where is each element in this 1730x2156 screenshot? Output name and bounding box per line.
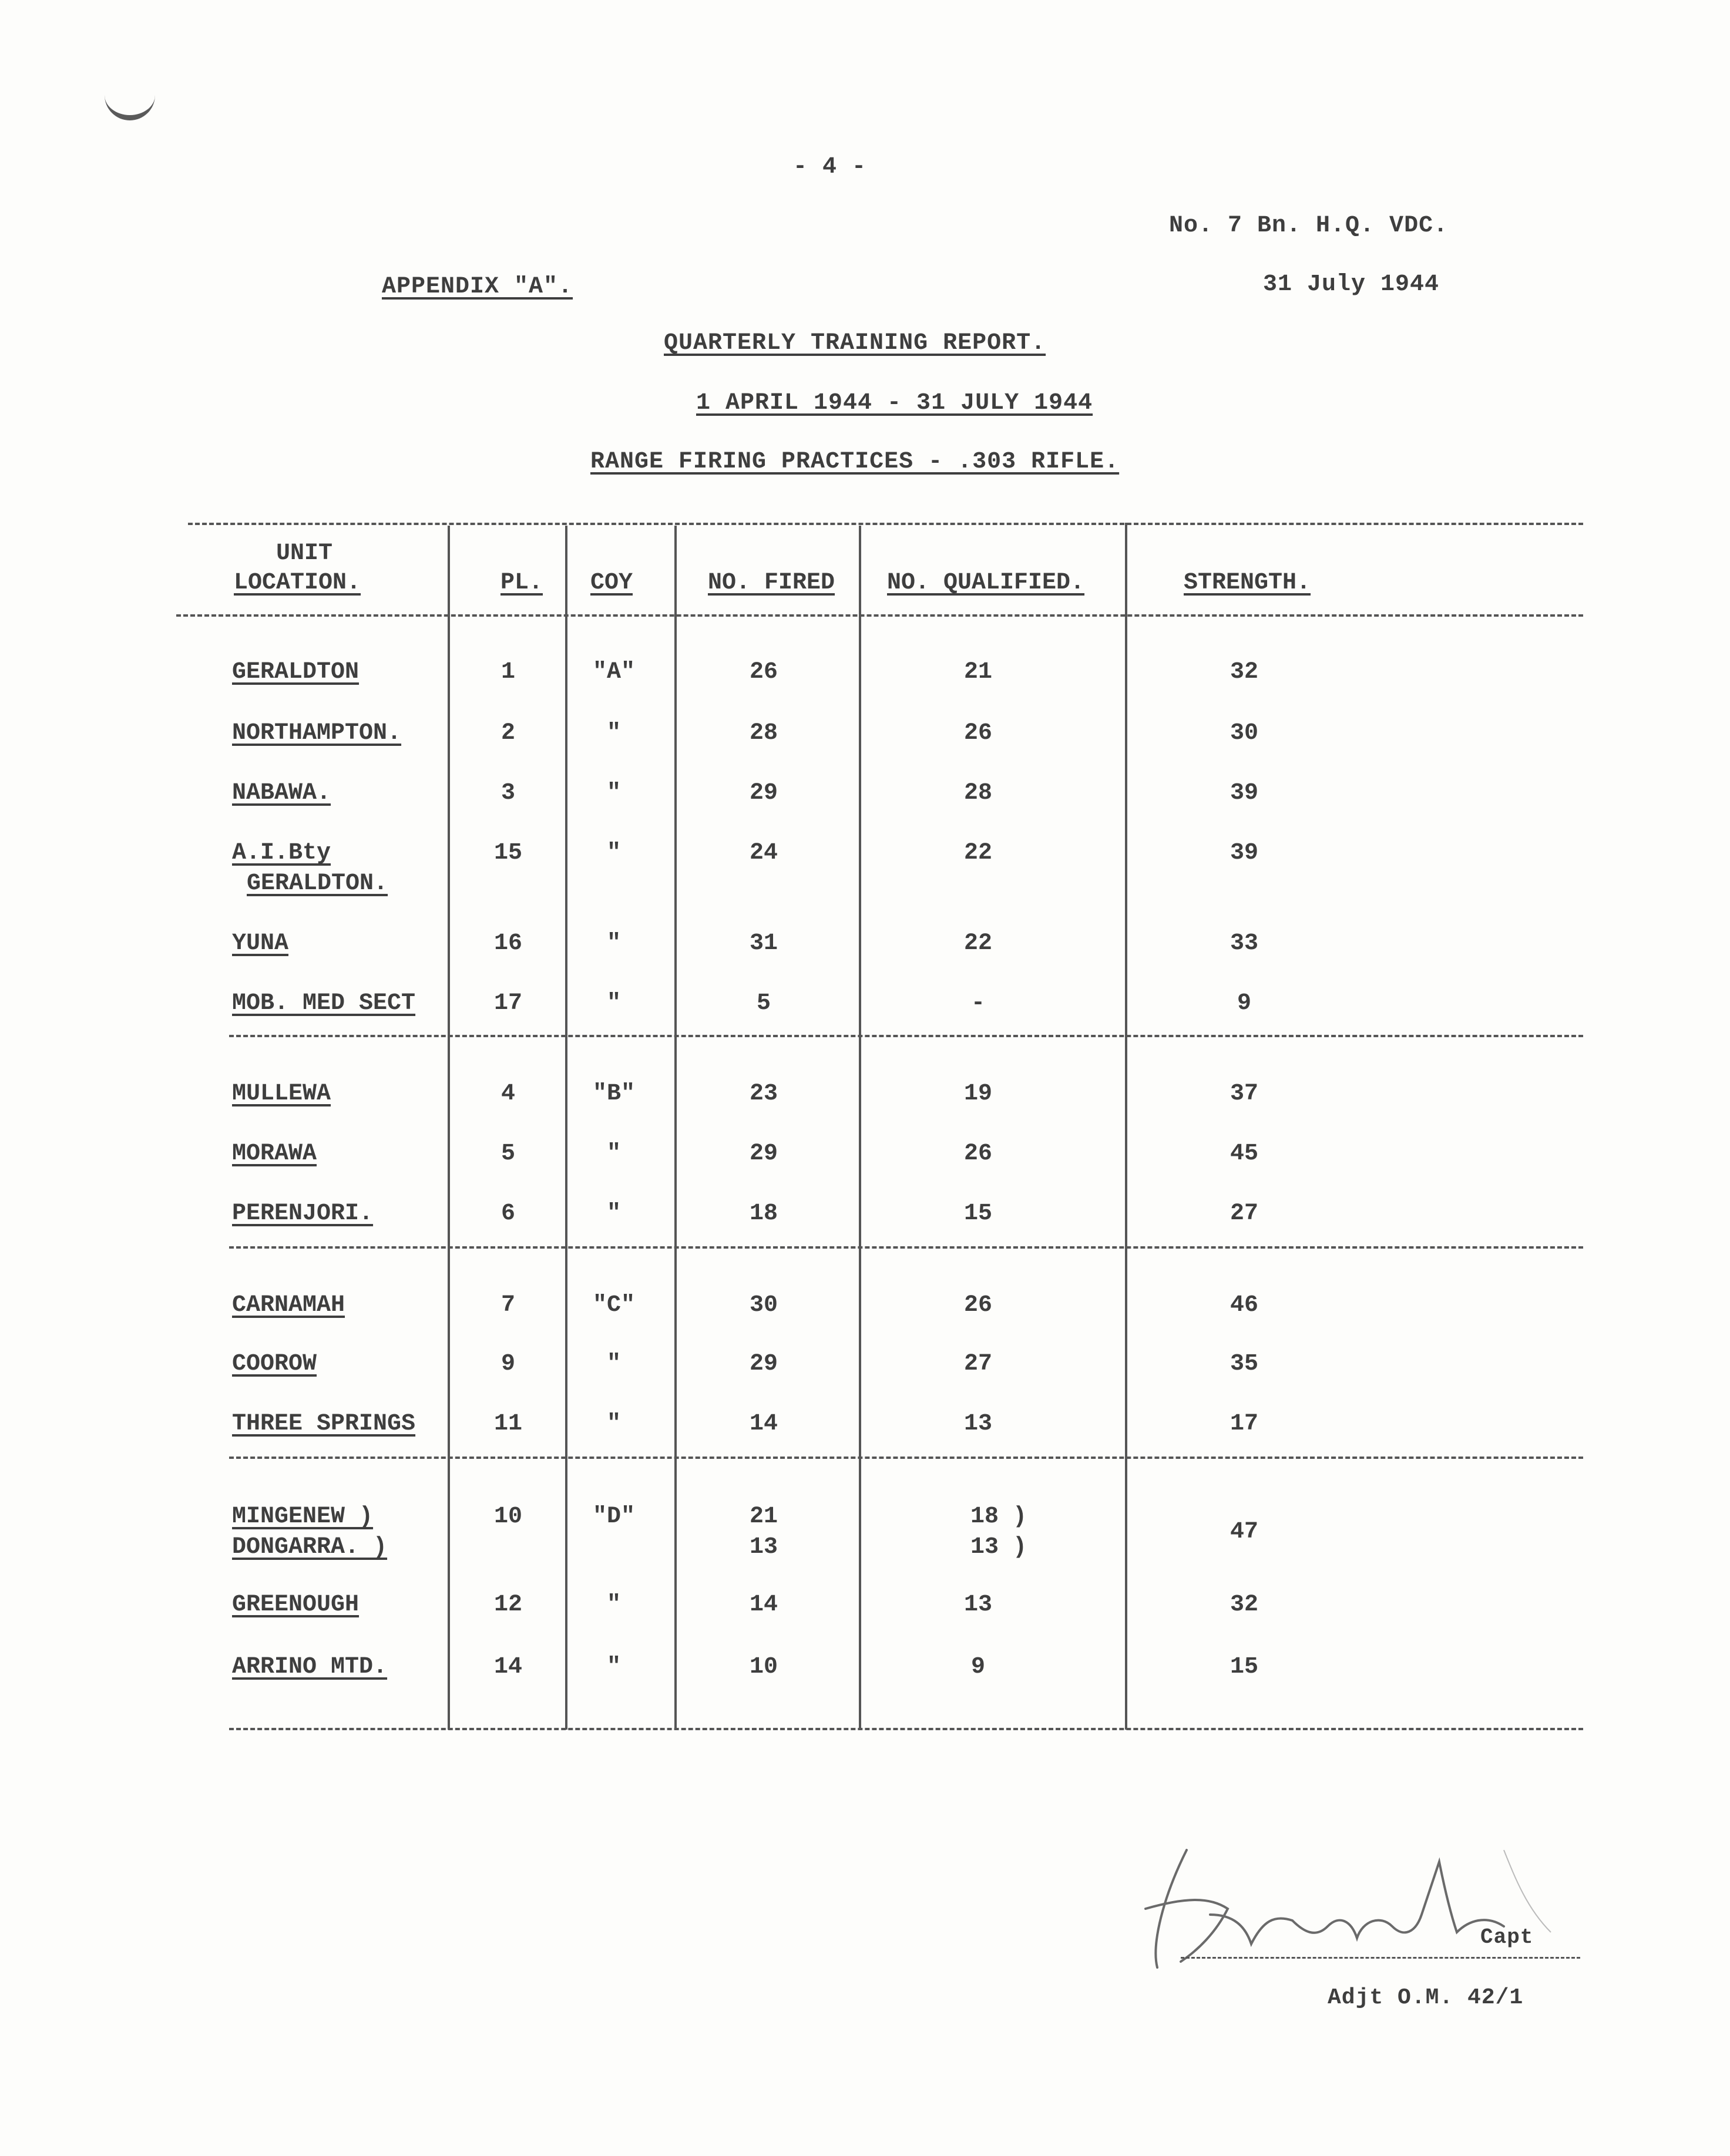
page-number: - 4 -	[793, 154, 867, 180]
row-qualified: 19	[963, 1081, 992, 1107]
header-unit: UNIT	[276, 540, 333, 567]
row-coy: "	[606, 1141, 621, 1167]
row-unit: GREENOUGH	[232, 1592, 360, 1618]
row-coy: "D"	[592, 1504, 635, 1530]
row-fired: 21	[749, 1504, 778, 1530]
row-qualified: 22	[963, 930, 992, 957]
row-strength: 27	[1230, 1200, 1258, 1227]
appendix-label: APPENDIX "A".	[382, 274, 573, 300]
row-coy: "B"	[592, 1081, 635, 1107]
signature	[1140, 1827, 1586, 1979]
row-strength: 39	[1230, 840, 1258, 866]
row-fired: 28	[749, 720, 778, 746]
row-qualified: 9	[970, 1654, 985, 1680]
row-coy: "	[606, 1351, 621, 1377]
row-fired-line2: 13	[749, 1534, 778, 1560]
row-pl: 15	[493, 840, 522, 866]
row-qualified: 13	[963, 1592, 992, 1618]
group-a-rule	[229, 1035, 1583, 1037]
row-pl: 2	[500, 720, 515, 746]
row-qualified: 22	[963, 840, 992, 866]
row-unit: MULLEWA	[232, 1081, 331, 1107]
row-fired: 29	[749, 1141, 778, 1167]
punch-hole	[105, 82, 155, 120]
row-pl: 6	[500, 1200, 515, 1227]
row-coy: "A"	[592, 659, 635, 685]
header-no-qualified: NO. QUALIFIED.	[887, 570, 1085, 596]
row-pl: 4	[500, 1081, 515, 1107]
row-qualified: 28	[963, 780, 992, 806]
row-pl: 3	[500, 780, 515, 806]
column-rule-qualified	[859, 526, 861, 1730]
row-fired: 14	[749, 1592, 778, 1618]
report-period: 1 APRIL 1944 - 31 JULY 1944	[696, 390, 1093, 416]
headquarters-label: No. 7 Bn. H.Q. VDC.	[1169, 213, 1449, 239]
row-unit: A.I.Bty	[232, 840, 331, 866]
row-strength: 45	[1230, 1141, 1258, 1167]
row-fired: 31	[749, 930, 778, 957]
row-coy: "	[606, 1200, 621, 1227]
row-qualified: 26	[963, 1141, 992, 1167]
group-c-rule	[229, 1457, 1583, 1459]
row-fired: 29	[749, 780, 778, 806]
row-fired: 23	[749, 1081, 778, 1107]
row-fired: 18	[749, 1200, 778, 1227]
row-coy: "	[606, 1654, 621, 1680]
row-qualified: 26	[963, 1292, 992, 1319]
row-strength: 32	[1230, 1592, 1258, 1618]
row-coy: "C"	[592, 1292, 635, 1319]
row-pl: 11	[493, 1411, 522, 1437]
row-strength: 39	[1230, 780, 1258, 806]
group-b-rule	[229, 1246, 1583, 1249]
row-fired: 24	[749, 840, 778, 866]
report-subtitle: RANGE FIRING PRACTICES - .303 RIFLE.	[590, 449, 1120, 475]
row-coy: "	[606, 840, 621, 866]
row-strength: 46	[1230, 1292, 1258, 1319]
row-unit: MINGENEW )	[232, 1504, 374, 1530]
row-fired: 29	[749, 1351, 778, 1377]
header-coy: COY	[590, 570, 633, 596]
row-strength: 30	[1230, 720, 1258, 746]
row-fired: 5	[756, 990, 771, 1017]
row-pl: 17	[493, 990, 522, 1017]
column-rule-fired	[674, 526, 677, 1730]
row-coy: "	[606, 930, 621, 957]
row-qualified: -	[970, 990, 985, 1017]
row-pl: 10	[493, 1504, 522, 1530]
signature-rank: Capt	[1480, 1925, 1534, 1949]
row-strength: 37	[1230, 1081, 1258, 1107]
header-location: LOCATION.	[234, 570, 361, 596]
signature-line	[1181, 1957, 1580, 1959]
header-no-fired: NO. FIRED	[708, 570, 835, 596]
row-pl: 5	[500, 1141, 515, 1167]
row-pl: 1	[500, 659, 515, 685]
row-unit: NORTHAMPTON.	[232, 720, 402, 746]
column-rule-strength	[1125, 523, 1127, 1730]
row-unit-line2: DONGARRA. )	[232, 1534, 388, 1560]
row-strength: 15	[1230, 1654, 1258, 1680]
row-strength: 47	[1230, 1519, 1258, 1545]
row-unit: YUNA	[232, 930, 289, 957]
row-unit: COOROW	[232, 1351, 317, 1377]
row-qualified: 21	[963, 659, 992, 685]
row-qualified: 13	[963, 1411, 992, 1437]
row-strength: 35	[1230, 1351, 1258, 1377]
row-coy: "	[606, 1411, 621, 1437]
row-unit: MORAWA	[232, 1141, 317, 1167]
row-qualified: 26	[963, 720, 992, 746]
row-unit: MOB. MED SECT	[232, 990, 416, 1017]
column-rule-pl	[448, 526, 450, 1730]
row-fired: 26	[749, 659, 778, 685]
header-strength: STRENGTH.	[1184, 570, 1311, 596]
report-title: QUARTERLY TRAINING REPORT.	[664, 330, 1046, 356]
row-qualified: 15	[963, 1200, 992, 1227]
row-unit: PERENJORI.	[232, 1200, 374, 1227]
row-qualified: 27	[963, 1351, 992, 1377]
row-pl: 12	[493, 1592, 522, 1618]
row-unit: ARRINO MTD.	[232, 1654, 388, 1680]
row-unit: CARNAMAH	[232, 1292, 345, 1319]
row-qualified: 18 )	[970, 1504, 1027, 1530]
row-pl: 16	[493, 930, 522, 957]
row-fired: 14	[749, 1411, 778, 1437]
row-strength: 32	[1230, 659, 1258, 685]
row-pl: 14	[493, 1654, 522, 1680]
row-pl: 7	[500, 1292, 515, 1319]
row-coy: "	[606, 1592, 621, 1618]
row-unit: GERALDTON	[232, 659, 360, 685]
row-strength: 33	[1230, 930, 1258, 957]
report-date: 31 July 1944	[1263, 271, 1440, 298]
row-coy: "	[606, 720, 621, 746]
row-unit: THREE SPRINGS	[232, 1411, 416, 1437]
table-top-rule	[188, 523, 1583, 525]
row-unit: NABAWA.	[232, 780, 331, 806]
table-bottom-rule	[229, 1728, 1583, 1730]
header-pl: PL.	[500, 570, 543, 596]
row-qualified-line2: 13 )	[970, 1534, 1027, 1560]
row-unit-line2: GERALDTON.	[247, 870, 388, 897]
row-fired: 10	[749, 1654, 778, 1680]
signature-reference: Adjt O.M. 42/1	[1328, 1985, 1524, 2010]
row-pl: 9	[500, 1351, 515, 1377]
header-bottom-rule	[176, 614, 1583, 617]
row-coy: "	[606, 990, 621, 1017]
row-strength: 17	[1230, 1411, 1258, 1437]
row-coy: "	[606, 780, 621, 806]
row-fired: 30	[749, 1292, 778, 1319]
column-rule-coy	[565, 526, 567, 1730]
row-strength: 9	[1237, 990, 1251, 1017]
